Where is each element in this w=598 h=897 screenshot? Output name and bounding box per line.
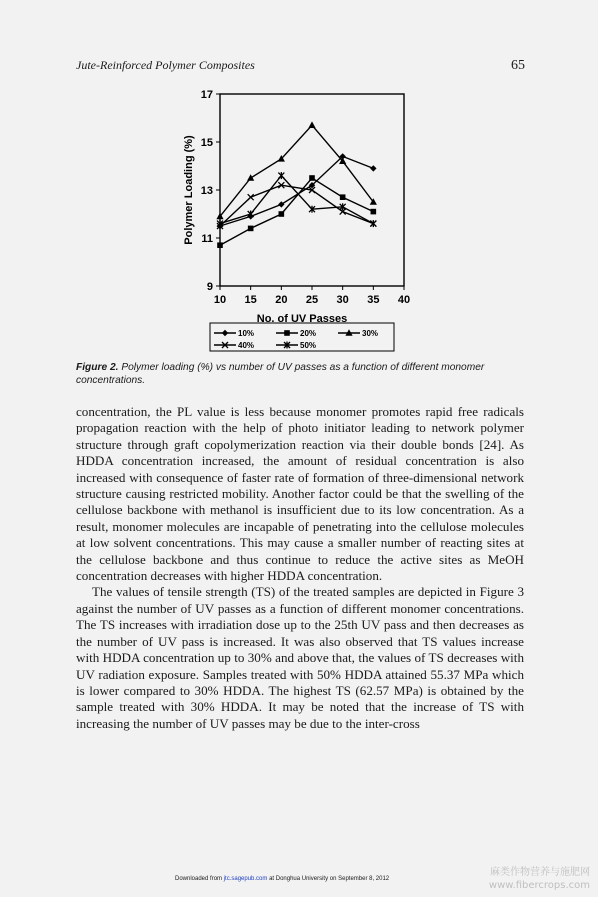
x-tick-label: 30 bbox=[336, 294, 349, 306]
data-point-4-2 bbox=[278, 172, 284, 179]
data-point-0-5 bbox=[370, 165, 376, 171]
series-line-0 bbox=[220, 156, 373, 226]
x-tick-label: 10 bbox=[213, 294, 227, 306]
legend-label-2: 30% bbox=[362, 329, 379, 338]
data-point-1-2 bbox=[279, 211, 285, 217]
legend-label-4: 50% bbox=[300, 341, 317, 350]
y-tick-label: 11 bbox=[201, 233, 213, 245]
y-tick-label: 15 bbox=[200, 137, 213, 149]
x-tick-label: 25 bbox=[305, 294, 319, 306]
paragraph-2: The values of tensile strength (TS) of the treated samples are depicted in Figure 3 against the number of UV passes as a function of different monomer concentrations. The TS increases with irradiation dose up to the 25th UV pass and then decreases as the number of UV pass is increased. It was also observed that TS values increase with HDDA concentration up to 30% and above that, the values of TS decreases with UV radiation exposure. Samples treated with 50% HDDA attained 55.37 MPa which is lower compared to 30% HDDA. The highest TS (62.57 MPa) is obtained by the sample treated with 30% HDDA. It may be noted that the increase of TS with increasing the number of UV passes may be due to the inter-cross bbox=[76, 584, 524, 731]
x-axis-label: No. of UV Passes bbox=[256, 313, 348, 325]
watermark-line-2: www.fibercrops.com bbox=[488, 880, 590, 891]
legend-label-3: 40% bbox=[238, 341, 255, 350]
page-number: 65 bbox=[511, 58, 525, 73]
y-axis-label: Polymer Loading (%) bbox=[183, 135, 195, 245]
x-tick-label: 35 bbox=[367, 294, 380, 306]
data-point-1-1 bbox=[248, 226, 254, 232]
watermark bbox=[489, 866, 590, 892]
watermark-line-1: 麻类作物营养与施肥网 bbox=[490, 867, 590, 878]
figure-caption-text: Polymer loading (%) vs number of UV passes as a function of different monomer concentrations. bbox=[76, 362, 485, 386]
figure-label: Figure 2. bbox=[76, 362, 119, 373]
figure-caption bbox=[76, 362, 526, 387]
footer-suffix: at Donghua University on September 8, 2012 bbox=[267, 876, 390, 882]
data-point-2-3 bbox=[308, 121, 315, 128]
x-tick-label: 40 bbox=[397, 294, 411, 306]
paragraph-1: concentration, the PL value is less because monomer promotes rapid free radicals propagation reaction with the help of photo initiator leading to network polymer structure through graft copolymerization reaction via their double bonds [24]. As HDDA concentration increased, the amount of residual concentration is also increased with consequence of faster rate of formation of three-dimensional network structure causing restricted mobility. Another factor could be that the swelling of the cellulose backbone with methanol is insufficient due to its low concentration. As a result, monomer molecules are incapable of penetrating into the cellulose molecules at low solvent concentrations. This may cause a smaller number of reacting sites at the cellulose backbone and thus continue to reduce the active sites as MeOH concentration decreases with higher HDDA concentration. bbox=[76, 404, 524, 584]
data-point-0-2 bbox=[278, 201, 284, 207]
running-title: Jute-Reinforced Polymer Composites bbox=[76, 58, 255, 72]
footer-prefix: Downloaded from bbox=[175, 876, 224, 882]
data-point-4-5 bbox=[370, 220, 376, 227]
series-line-2 bbox=[220, 125, 373, 216]
data-point-3-1 bbox=[248, 194, 254, 200]
download-footer bbox=[175, 876, 389, 882]
data-point-2-1 bbox=[247, 174, 254, 181]
series-line-4 bbox=[220, 176, 373, 224]
y-tick-label: 9 bbox=[206, 281, 213, 293]
data-point-1-5 bbox=[371, 209, 377, 215]
y-tick-label: 17 bbox=[200, 89, 213, 101]
footer-link[interactable]: jtc.sagepub.com bbox=[223, 876, 268, 882]
legend-label-0: 10% bbox=[238, 329, 255, 338]
x-tick-label: 15 bbox=[244, 294, 257, 306]
polymer-loading-chart bbox=[178, 86, 418, 356]
legend-marker-0 bbox=[222, 330, 228, 336]
body-text bbox=[76, 404, 524, 732]
legend-marker-1 bbox=[284, 330, 290, 336]
series-line-3 bbox=[220, 185, 373, 226]
data-point-1-4 bbox=[340, 194, 346, 200]
legend-label-1: 20% bbox=[300, 329, 317, 338]
x-tick-label: 20 bbox=[275, 294, 288, 306]
data-point-1-3 bbox=[309, 175, 315, 181]
y-tick-label: 13 bbox=[200, 185, 213, 197]
data-point-1-0 bbox=[217, 242, 223, 248]
